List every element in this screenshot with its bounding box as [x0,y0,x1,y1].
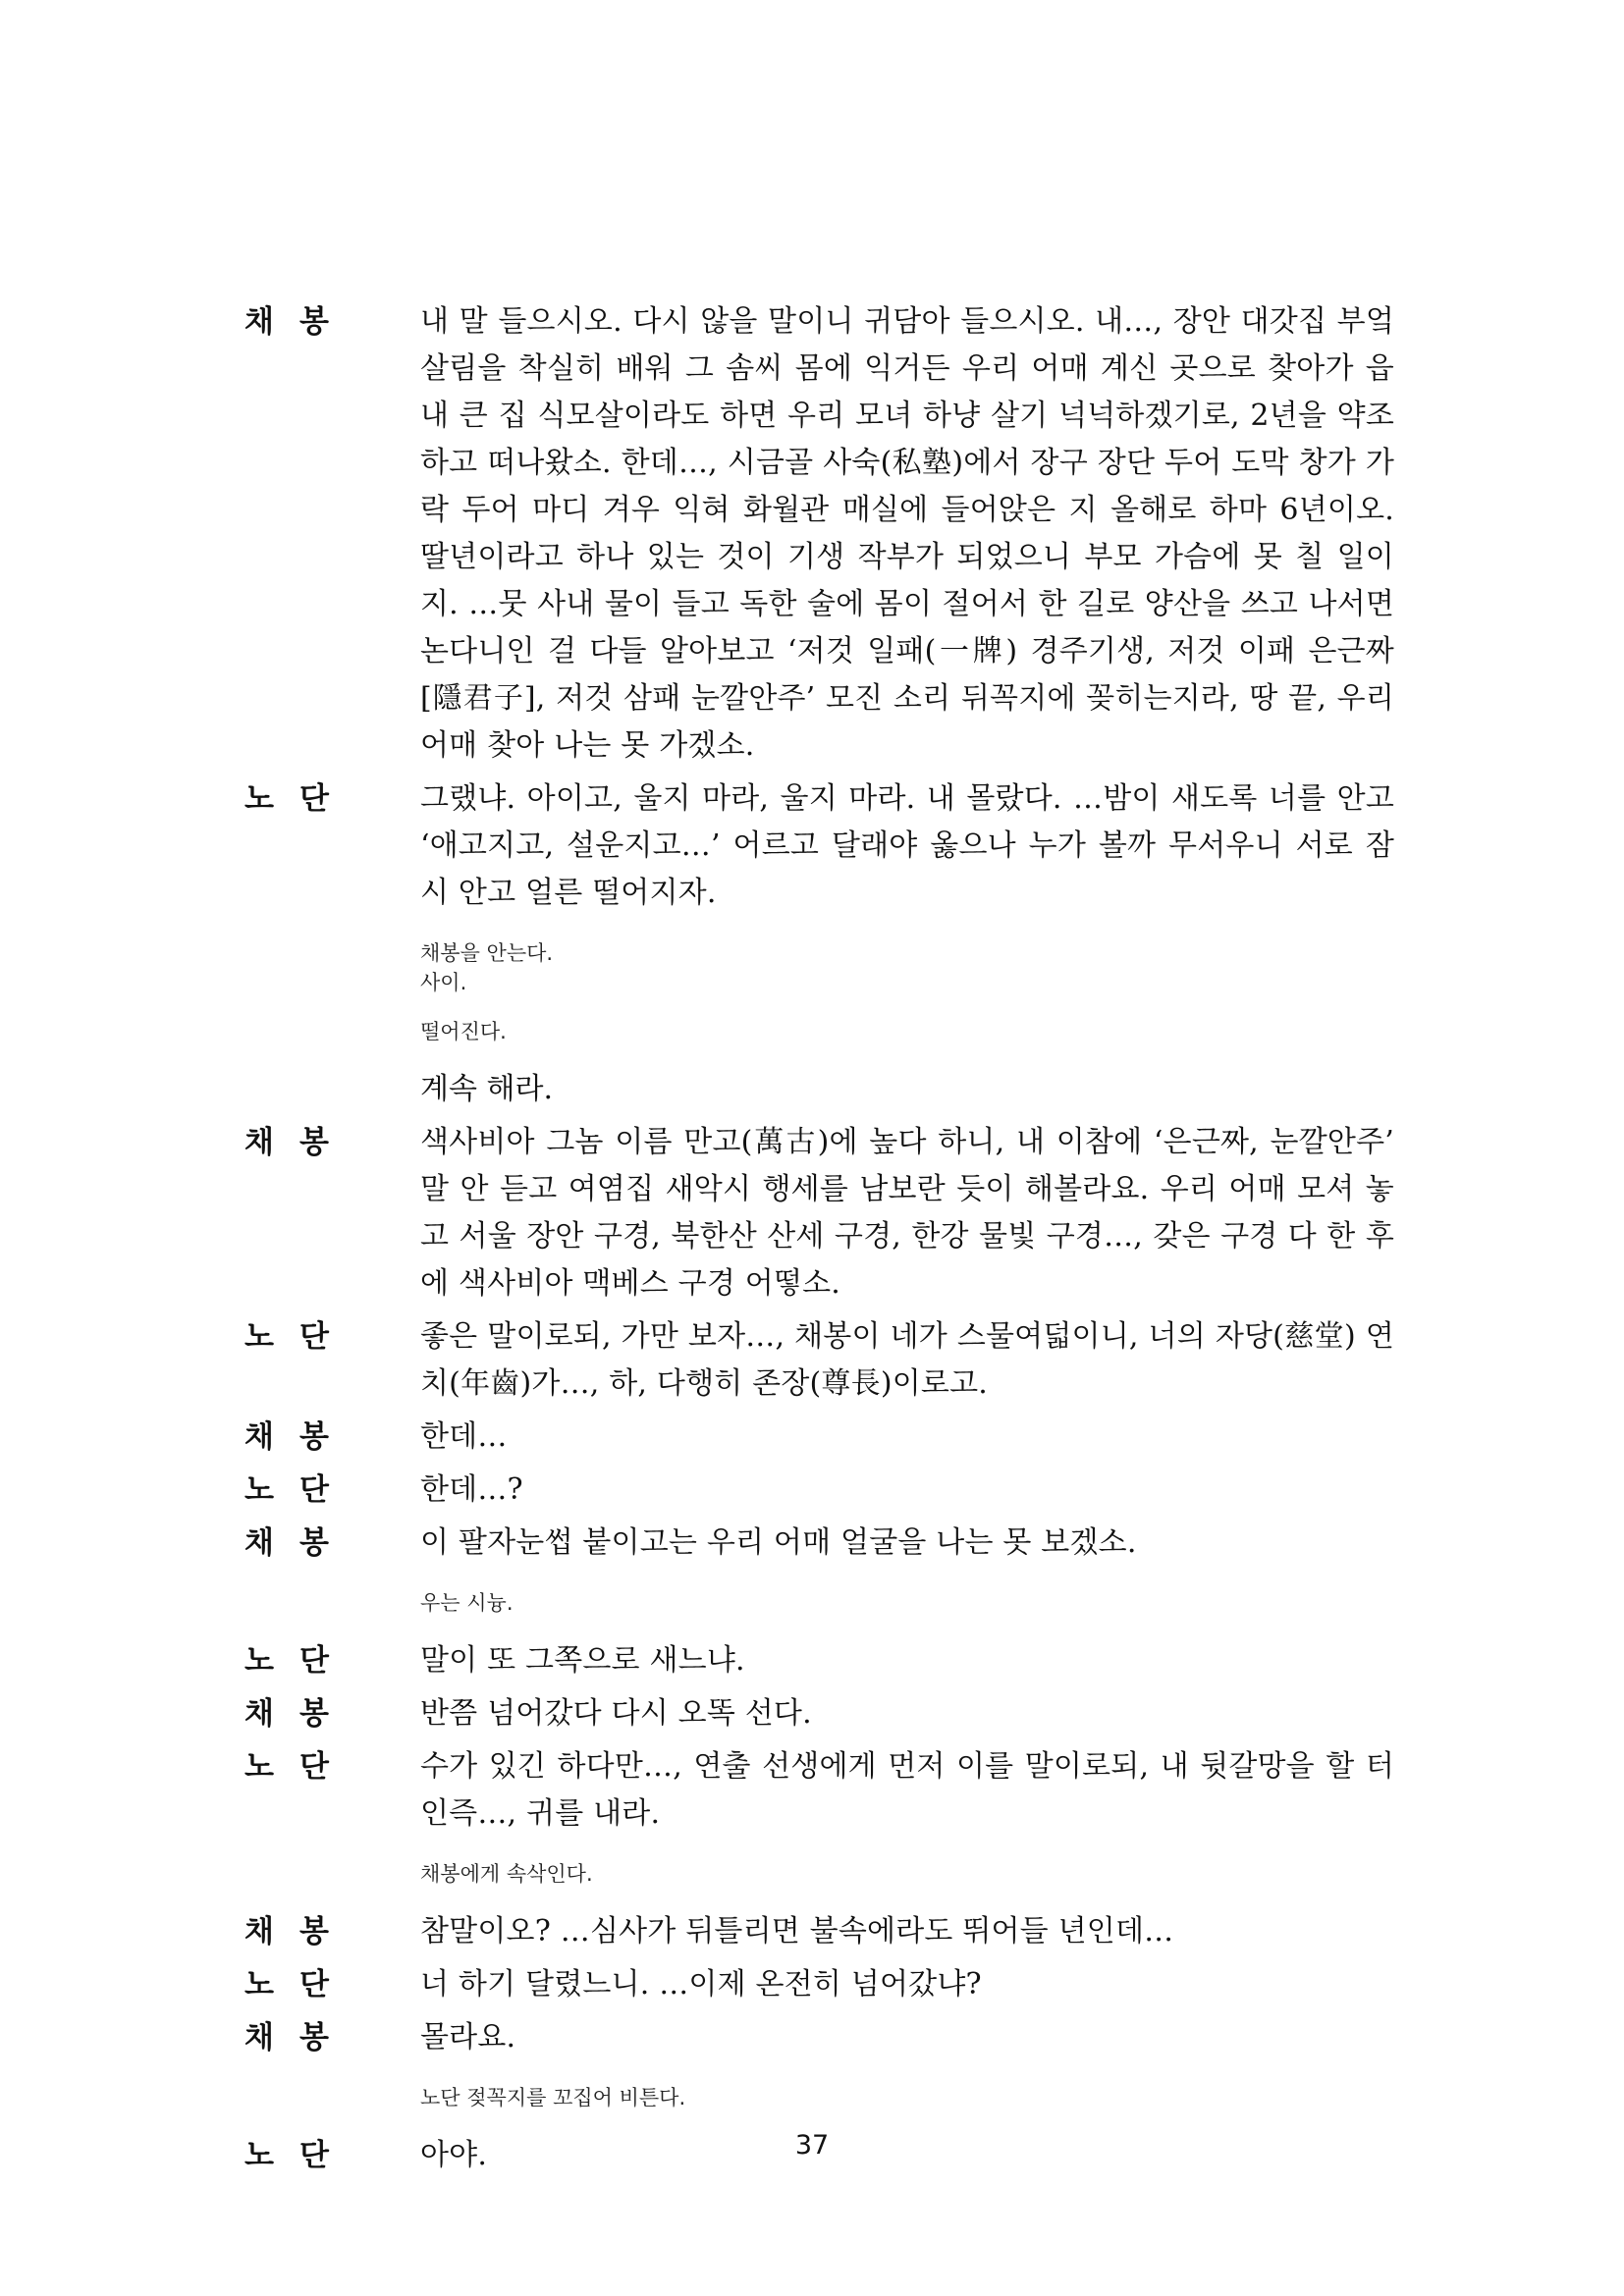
speaker-name: 노 단 [244,781,329,817]
dialogue-text: 반쯤 넘어갔다 다시 오똑 선다. [420,1696,812,1731]
dialogue-text: 좋은 말이로되, 가만 보자…, 채봉이 네가 스물여덟이니, 너의 자당(慈堂) 연치(年齒)가…, 하, 다행히 존장(尊長)이로고. [420,1319,1394,1401]
speaker-name: 채 봉 [244,1419,329,1455]
dialogue-line [236,775,1394,917]
dialogue-text: 말이 또 그쪽으로 새느냐. [420,1643,745,1678]
page-number: 37 [794,2130,830,2161]
play-script [236,298,1394,2179]
dialogue-text: 너 하기 달렸느니. …이제 온전히 넘어갔냐? [420,1967,982,2002]
speaker-name: 노 단 [244,1472,329,1508]
speaker-name: 노 단 [244,2138,329,2173]
speaker-name: 노 단 [244,1643,329,1679]
speaker-name: 채 봉 [244,1525,329,1561]
dialogue-text: 아야. [420,2138,488,2172]
dialogue-text: 그랬냐. 아이고, 울지 마라, 울지 마라. 내 몰랐다. …밤이 새도록 너를 안고 ‘애고지고, 설운지고…’ 어르고 달래야 옳으나 누가 볼까 무서우니 서로 잠시 안고 얼른 떨어지자. [420,781,1394,910]
dialogue-line [236,298,1394,770]
stage-direction: 채봉을 안는다. [420,941,554,965]
dialogue-text: 내 말 들으시오. 다시 않을 말이니 귀담아 들으시오. 내…, 장안 대갓집 부엌살림을 착실히 배워 그 솜씨 몸에 익거든 우리 어매 계신 곳으로 찾아가 읍내 큰 집 식모살이라도 하면 우리 모녀 하냥 살기 넉넉하겠기로, 2년을 약조하고 떠나왔소. 한데…, 시금골 사숙(私塾)에서 장구 장단 두어 도막 창가 가락 두어 마디 겨우 익혀 화월관 매실에 들어앉은 지 올해로 하마 6년이오. 딸년이라고 하나 있는 것이 기생 작부가 되었으니 부모 가슴에 못 칠 일이지. …뭇 사내 물이 들고 독한 술에 몸이 절어서 한 길로 양산을 쓰고 나서면 논다니인 걸 다들 알아보고 ‘저것 일패(一牌) 경주기생, 저것 이패 은근짜[隱君子], 저것 삼패 눈깔안주’ 모진 소리 뒤꼭지에 꽂히는지라, 땅 끝, 우리 어매 찾아 나는 못 가겠소. [420,304,1394,763]
speaker-name: 노 단 [244,1319,329,1355]
stage-direction: 사이. [420,971,467,994]
dialogue-text: 수가 있긴 하다만…, 연출 선생에게 먼저 이를 말이로되, 내 뒷갈망을 할 터인즉…, 귀를 내라. [420,1749,1394,1831]
dialogue-text: 몰라요. [420,2020,516,2055]
dialogue-line [236,1961,1394,2008]
speaker-name: 노 단 [244,1749,329,1785]
speaker-name: 채 봉 [244,1125,329,1160]
speaker-name: 채 봉 [244,304,329,340]
dialogue-text: 한데… [420,1419,508,1454]
dialogue-line [236,1908,1394,1955]
dialogue-line [236,1743,1394,1838]
dialogue-text: 한데…? [420,1472,523,1507]
speaker-name: 채 봉 [244,1914,329,1949]
stage-direction: 떨어진다. [420,1020,507,1043]
dialogue-line [236,1690,1394,1737]
dialogue-text: 이 팔자눈썹 붙이고는 우리 어매 얼굴을 나는 못 보겠소. [420,1525,1137,1560]
dialogue-line [236,1119,1394,1308]
speaker-name: 노 단 [244,1967,329,2002]
dialogue-line [236,1467,1394,1514]
stage-direction: 노단 젖꼭지를 꼬집어 비튼다. [420,2086,686,2109]
stage-direction: 채봉에게 속삭인다. [420,1862,593,1886]
dialogue-line [236,1637,1394,1684]
dialogue-line [236,1313,1394,1408]
dialogue-text: 참말이오? …심사가 뒤틀리면 불속에라도 뛰어들 년인데… [420,1914,1174,1949]
dialogue-line [236,1414,1394,1461]
dialogue-line [236,2014,1394,2061]
stage-direction: 우는 시늉. [420,1591,514,1615]
dialogue-line [236,1520,1394,1567]
speaker-name: 채 봉 [244,2020,329,2056]
speaker-name: 채 봉 [244,1696,329,1732]
dialogue-text: 색사비아 그놈 이름 만고(萬古)에 높다 하니, 내 이참에 ‘은근짜, 눈깔안주’ 말 안 듣고 여염집 새악시 행세를 남보란 듯이 해볼라요. 우리 어매 모셔 놓고 서울 장안 구경, 북한산 산세 구경, 한강 물빛 구경…, 갖은 구경 다 한 후에 색사비아 맥베스 구경 어떻소. [420,1125,1394,1301]
dialogue-continuation: 계속 해라. [420,1072,553,1106]
